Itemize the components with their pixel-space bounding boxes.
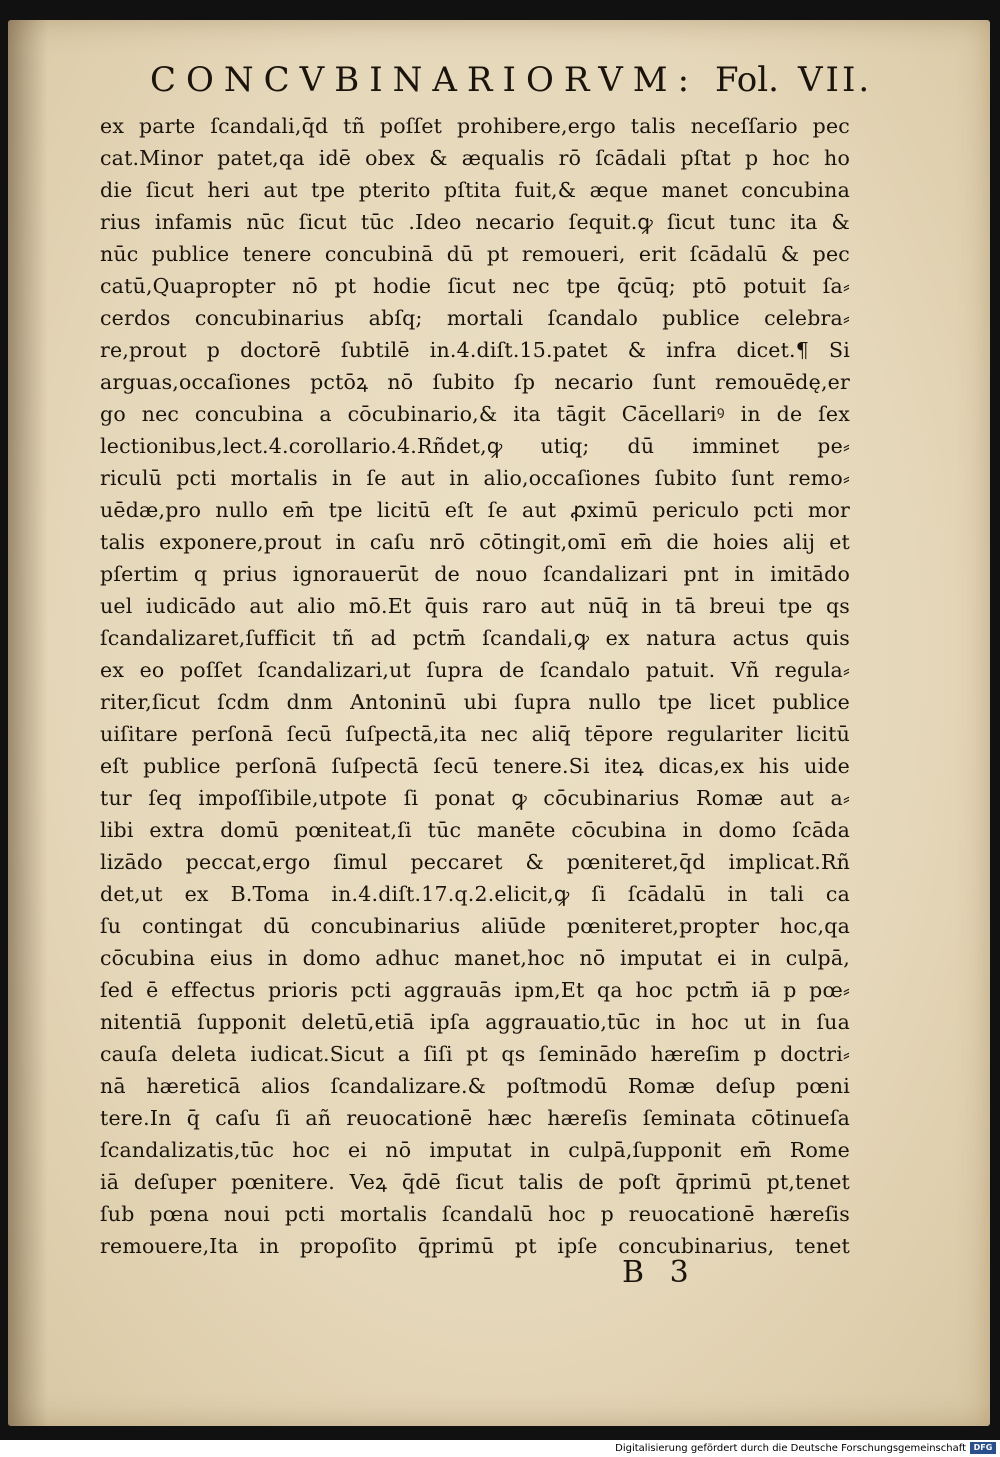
text-line: riter,ſicut ſcdm dnm Antoninū ubi ſupra nullo tpe licet publice <box>100 690 850 714</box>
text-line: lizādo peccat,ergo ſimul peccaret & pœniteret,q̄d implicat.Rñ <box>100 850 850 874</box>
text-line: die ſicut heri aut tpe pterito pſtita fuit,& æque manet concubina <box>100 178 850 202</box>
text-line: cerdos concubinarius abſq; mortali ſcandalo publice celebra⸗ <box>100 306 850 330</box>
text-line: ſcandalizaret,ſufficit tñ ad pctm̄ ſcandali,ꝙ ex natura actus quis <box>100 626 850 650</box>
text-line: catū,Quapropter nō pt hodie ſicut nec tpe q̄cūq; ptō potuit ſa⸗ <box>100 274 850 298</box>
text-line: uēdæ,pro nullo em̄ tpe licitū eſt ſe aut ꝓximū periculo pcti mor <box>100 498 850 522</box>
folio-number: VII. <box>798 60 873 100</box>
text-line: uiſitare perſonā ſecū ſuſpectā,ita nec aliq̄ tēpore regulariter licitū <box>100 722 850 746</box>
text-line: cōcubina eius in domo adhuc manet,hoc nō imputat ei in culpā, <box>100 946 850 970</box>
text-line: uel iudicādo aut alio mō.Et q̄uis raro aut nūq̄ in tā breui tpe qs <box>100 594 850 618</box>
text-line: go nec concubina a cōcubinario,& ita tāgit Cācellariꝰ in de ſex <box>100 402 850 426</box>
text-line: rius infamis nūc ſicut tūc .Ideo necario ſequit.ꝙ ſicut tunc ita & <box>100 210 850 234</box>
text-line: pſertim q prius ignorauerūt de nouo ſcandalizari pnt in imitādo <box>100 562 850 586</box>
text-line: remouere,Ita in propoſito q̄primū pt ipſe concubinarius, tenet <box>100 1234 850 1258</box>
running-head-title: CONCVBINARIORVM: <box>150 60 700 100</box>
text-line: riculū pcti mortalis in ſe aut in alio,occaſiones ſubito ſunt remo⸗ <box>100 466 850 490</box>
footer-credit: Digitalisierung gefördert durch die Deutsche Forschungsgemeinschaft <box>615 1443 966 1454</box>
text-line: ex eo poſſet ſcandalizari,ut ſupra de ſcandalo patuit. Vñ regula⸗ <box>100 658 850 682</box>
text-line: lectionibus,lect.4.corollario.4.Rñdet,ꝙ utiq; dū imminet pe⸗ <box>100 434 850 458</box>
text-line: iā deſuper pœnitere. Veꝝ q̄dē ſicut talis de poſt q̄primū pt,tenet <box>100 1170 850 1194</box>
signature-mark: B 3 <box>622 1255 697 1290</box>
running-head <box>150 58 873 108</box>
text-line: nā hæreticā alios ſcandalizare.& poſtmodū Romæ deſup pœni <box>100 1074 850 1098</box>
text-line: libi extra domū pœniteat,ſi tūc manēte cōcubina in domo ſcāda <box>100 818 850 842</box>
text-line: ſu contingat dū concubinarius aliūde pœniteret,propter hoc,qa <box>100 914 850 938</box>
text-line: tere.In q̄ caſu ſi añ reuocationē hæc hæreſis ſeminata cōtinueſa <box>100 1106 850 1130</box>
text-line: ſcandalizatis,tūc hoc ei nō imputat in culpā,ſupponit em̄ Rome <box>100 1138 850 1162</box>
text-line: ſed ē effectus prioris pcti aggrauās ipm,Et qa hoc pctm̄ iā p pœ⸗ <box>100 978 850 1002</box>
text-line: eſt publice perſonā ſuſpectā ſecū tenere.Si iteꝝ dicas,ex his uide <box>100 754 850 778</box>
body-text <box>100 110 850 1262</box>
text-line: cauſa deleta iudicat.Sicut a ſiſi pt qs ſeminādo hæreſim p doctri⸗ <box>100 1042 850 1066</box>
dfg-logo-icon: DFG <box>970 1442 996 1454</box>
text-line: tur ſeq impoſſibile,utpote ſi ponat ꝙ cōcubinarius Romæ aut a⸗ <box>100 786 850 810</box>
folio-label: Fol. <box>715 60 779 100</box>
footer-bar <box>0 1440 1000 1457</box>
text-line: nitentiā ſupponit deletū,etiā ipſa aggrauatio,tūc in hoc ut in ſua <box>100 1010 850 1034</box>
text-line: ſub pœna noui pcti mortalis ſcandalū hoc p reuocationē hæreſis <box>100 1202 850 1226</box>
text-line: talis exponere,prout in caſu nrō cōtingit,omī em̄ die hoies alij et <box>100 530 850 554</box>
text-line: nūc publice tenere concubinā dū pt remoueri, erit ſcādalū & pec <box>100 242 850 266</box>
text-line: det,ut ex B.Toma in.4.diſt.17.q.2.elicit,ꝙ ſi ſcādalū in tali ca <box>100 882 850 906</box>
page-gutter-shadow <box>8 20 48 1426</box>
text-line: arguas,occaſiones pctōꝝ nō ſubito ſp necario ſunt remouēdę,er <box>100 370 850 394</box>
text-line: ex parte ſcandali,q̄d tñ poſſet prohibere,ergo talis neceſſario pec <box>100 114 850 138</box>
text-line: re,prout p doctorē ſubtilē in.4.diſt.15.patet & infra dicet.¶ Si <box>100 338 850 362</box>
text-line: cat.Minor patet,qa idē obex & æqualis rō ſcādali pſtat p hoc ho <box>100 146 850 170</box>
